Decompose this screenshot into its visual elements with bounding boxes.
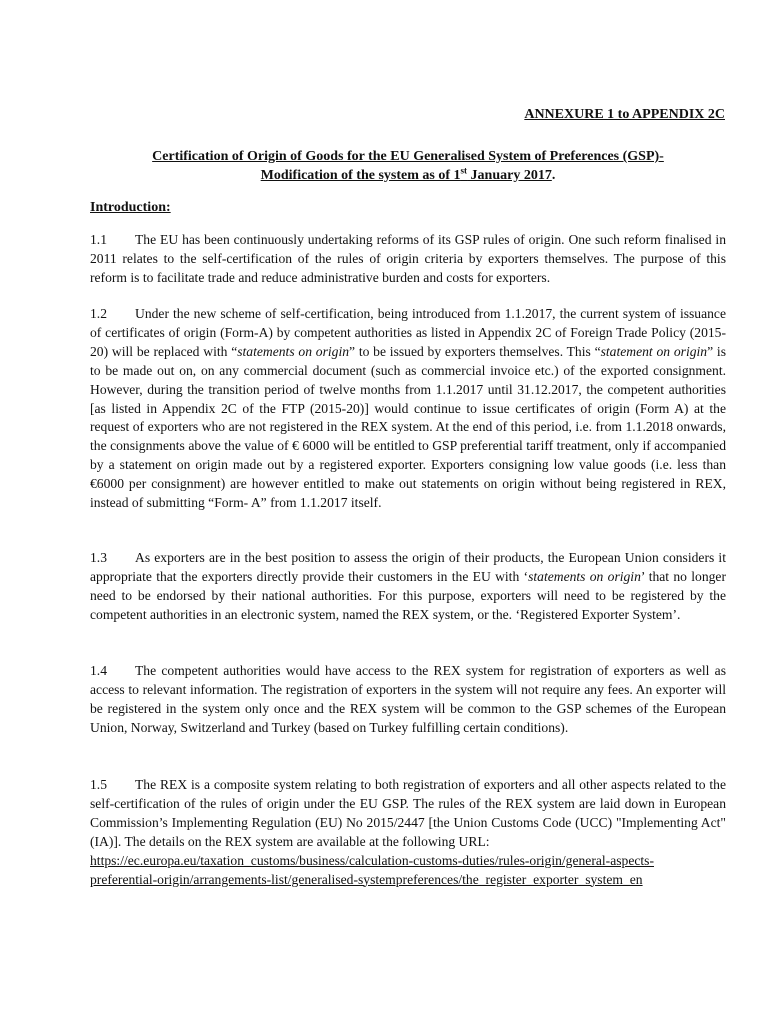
rex-url-line-2[interactable]: preferential-origin/arrangements-list/generalised-systempreferences/the_register_exporter_system_en <box>90 871 643 887</box>
title-line-1: Certification of Origin of Goods for the EU Generalised System of Preferences (GSP)- <box>152 149 664 164</box>
paragraph-1-3: 1.3 As exporters are in the best position to assess the origin of their products, the European Union considers it appropriate that the exporters directly provide their customers in the EU with ‘statements on origin’ that no longer need to be endorsed by their national authorities. For this purpose, exporters will need to be registered by the competent authorities in an electronic system, named the REX system, or the. ‘Registered Exporter System’. <box>90 550 726 622</box>
document-title <box>90 148 726 185</box>
title-line-2: Modification of the system as of 1st January 2017 <box>260 164 552 183</box>
paragraph-1-5 <box>90 776 726 889</box>
paragraph-1-4 <box>90 662 726 738</box>
paragraph-text: The REX is a composite system relating to both registration of exporters and all other aspects related to the self-certification of the rules of origin under the EU GSP. The rules of the REX system are laid down in European Commission’s Implementing Regulation (EU) No 2015/2447 [the Union Customs Code (UCC) "Implementing Act"(IA)]. The details on the REX system are available at the following URL: <box>90 777 726 849</box>
rex-url-link[interactable] <box>90 852 726 890</box>
paragraph-number: 1.5 <box>90 777 107 792</box>
paragraph-number: 1.3 <box>90 550 107 565</box>
paragraph-1-1 <box>90 231 726 288</box>
paragraph-1-2: 1.2 Under the new scheme of self-certification, being introduced from 1.1.2017, the current system of issuance of certificates of origin (Form-A) by competent authorities as listed in Appendix 2C of Foreign Trade Policy (2015-20) will be replaced with “statements on origin” to be issued by exporters themselves. This “statement on origin” is to be made out on, on any commercial document (such as commercial invoice etc.) of the exported consignment. However, during the transition period of twelve months from 1.1.2017 until 31.12.2017, the competent authorities [as listed in Appendix 2C of the FTP (2015-20)] would continue to issue certificates of origin (Form A) at the request of exporters who are not registered in the REX system. At the end of this period, i.e. from 1.1.2018 onwards, the consignments above the value of € 6000 will be entitled to GSP preferential tariff treatment, only if accompanied by a statement on origin made out by a registered exporter. Exporters consigning low value goods (i.e. less than €6000 per consignment) are however entitled to make out statements on origin without being registered in REX, instead of submitting “Form- A” from 1.1.2017 itself. <box>90 306 726 511</box>
paragraph-text: The EU has been continuously undertaking reforms of its GSP rules of origin. One such reform finalised in 2011 relates to the self-certification of the rules of origin criteria by exporters themselves. The purpose of this reform is to facilitate trade and reduce administrative burden and costs for exporters. <box>90 232 726 285</box>
annexure-heading: ANNEXURE 1 to APPENDIX 2C <box>524 107 725 122</box>
emphasis-text: statement on origin <box>600 343 708 359</box>
paragraph-number: 1.2 <box>90 306 107 321</box>
introduction-heading: Introduction: <box>90 200 171 215</box>
rex-url-line-1[interactable]: https://ec.europa.eu/taxation_customs/business/calculation-customs-duties/rules-origin/general-aspects- <box>90 852 654 868</box>
paragraph-number: 1.4 <box>90 663 107 678</box>
title-superscript: st <box>460 164 468 175</box>
paragraph-number: 1.1 <box>90 232 107 247</box>
title-end-period: . <box>551 167 556 183</box>
emphasis-text: statements on origin <box>528 568 641 584</box>
paragraph-text: The competent authorities would have access to the REX system for registration of exporters as well as access to relevant information. The registration of exporters in the system will not require any fees. An exporter will be registered in the system only once and the REX system will be common to the GSP schemes of the European Union, Norway, Switzerland and Turkey (based on Turkey fulfilling certain conditions). <box>90 663 726 735</box>
emphasis-text: statements on origin <box>237 343 350 359</box>
